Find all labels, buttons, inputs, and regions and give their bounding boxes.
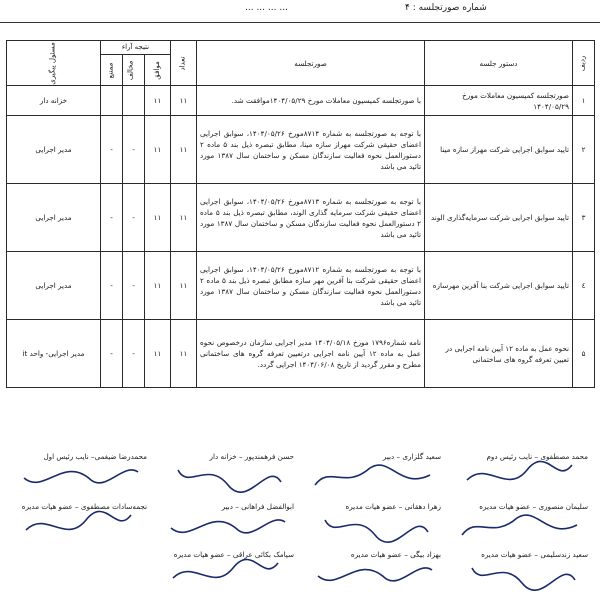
signature-cell xyxy=(300,548,447,598)
signatory-name: محمد مصطفوی – نایب رئیس دوم xyxy=(486,452,588,461)
oppose-cell: - xyxy=(123,184,145,252)
oppose-cell xyxy=(123,86,145,116)
minute-cell: با توجه به صورتجلسه به شماره ۸۷۱۲مورخ ۱۴۰۴/۰۵/۲۶، سوابق اجرایی اعضای حقیقی شرکت بنا آفرین مهر سازه مطابق تبصره ذیل بند ۵ ماده ۲ دستورالعمل نحوه فعالیت سازندگان مسکن و ساختمان سال ۱۳۸۷ مورد تائید می باشد xyxy=(197,252,425,320)
row-number: ۱ xyxy=(573,86,595,116)
col-count: تعداد xyxy=(171,41,197,86)
minutes-table xyxy=(6,40,595,388)
handwritten-signature xyxy=(447,450,594,500)
header-fragment: ... ... ... ... xyxy=(245,3,288,13)
handwritten-signature xyxy=(6,500,153,550)
minute-cell: نامه شماره۱۷۹۶ مورخ ۱۴۰۴/۰۵/۱۸ مدیر اجرایی سازمان درخصوص نحوه عمل به ماده ۱۲ آیین نامه اجرایی درتعیین تعرفه گروه های ساختمانی مطرح و مقرر گردید از تاریخ ۱۴۰۴/۰۶/۰۸ اجرایی گردد. xyxy=(197,320,425,388)
count-cell: ۱۱ xyxy=(171,252,197,320)
signatory-name: سعید گلزاری – دبیر xyxy=(382,452,441,461)
responsible-cell: مدیر اجرایی xyxy=(7,184,101,252)
oppose-cell: - xyxy=(123,320,145,388)
agree-cell: ۱۱ xyxy=(145,252,171,320)
signature-cell xyxy=(6,548,153,598)
agree-cell: ۱۱ xyxy=(145,320,171,388)
signatory-name: بهزاد بیگی – عضو هیات مدیره xyxy=(350,550,441,559)
signature-cell xyxy=(6,500,153,550)
signatory-name: سعید زندسلیمی – عضو هیات مدیره xyxy=(481,550,588,559)
minute-cell: با توجه به صورتجلسه به شماره ۸۷۱۳مورخ ۱۴۰۴/۰۵/۲۶، سوابق اجرایی اعضای حقیقی شرکت سرمایه گذاری الوند، مطابق تبصره ذیل بند ۵ ماده ۲ دستورالعمل نحوه فعالیت سازندگان مسکن و ساختمان سال ۱۳۸۷ مورد تائید می باشد xyxy=(197,184,425,252)
row-number: ٤ xyxy=(573,252,595,320)
responsible-cell: مدیر اجرایی xyxy=(7,116,101,184)
col-row: ردیف xyxy=(573,41,595,86)
signatory-name: نجمه‌سادات مصطفوی – عضو هیات مدیره xyxy=(21,502,147,511)
row-number: ۵ xyxy=(573,320,595,388)
handwritten-signature xyxy=(447,500,594,550)
signature-cell xyxy=(153,500,300,550)
oppose-cell: - xyxy=(123,252,145,320)
signature-cell xyxy=(447,450,594,500)
signature-cell xyxy=(153,450,300,500)
row-number: ۲ xyxy=(573,116,595,184)
signature-cell xyxy=(6,450,153,500)
table-row xyxy=(7,86,595,116)
abstain-cell: - xyxy=(101,252,123,320)
handwritten-signature xyxy=(153,548,300,598)
handwritten-signature xyxy=(6,450,153,500)
table-row xyxy=(7,252,595,320)
signature-cell xyxy=(300,450,447,500)
header-strip xyxy=(0,0,600,23)
count-cell: ۱۱ xyxy=(171,116,197,184)
handwritten-signature xyxy=(153,500,300,550)
signature-cell xyxy=(447,548,594,598)
table-row xyxy=(7,184,595,252)
col-oppose: مخالف xyxy=(123,55,145,86)
handwritten-signature xyxy=(153,450,300,500)
signatory-name: زهرا دهقانی – عضو هیات مدیره xyxy=(345,502,441,511)
agree-cell: ۱۱ xyxy=(145,116,171,184)
handwritten-signature xyxy=(300,548,447,598)
abstain-cell: - xyxy=(101,320,123,388)
col-agree: موافق xyxy=(145,55,171,86)
agenda-cell: تایید سوابق اجرایی شرکت مهراز سازه مینا xyxy=(425,116,573,184)
abstain-cell xyxy=(101,86,123,116)
handwritten-signature xyxy=(300,450,447,500)
responsible-cell: مدیر اجرایی xyxy=(7,252,101,320)
signature-cell xyxy=(153,548,300,598)
agenda-cell: تایید سوابق اجرایی شرکت بنا آفرین مهرسازه xyxy=(425,252,573,320)
header-row xyxy=(7,41,595,55)
session-number: شماره صورتجلسه : ۴ xyxy=(405,3,487,13)
col-responsible: مسئول پیگیری xyxy=(7,41,101,86)
minute-cell: با صورتجلسه کمیسیون معاملات مورخ ۱۴۰۴/۰۵/۲۹موافقت شد. xyxy=(197,86,425,116)
table-row xyxy=(7,116,595,184)
responsible-cell: خزانه دار xyxy=(7,86,101,116)
signature-row xyxy=(6,500,594,550)
agenda-cell: تایید سوابق اجرایی شرکت سرمایه‌گذاری الوند xyxy=(425,184,573,252)
signatory-name: سیامک بکائی عراقی – عضو هیات مدیره xyxy=(173,550,294,559)
agenda-cell: نحوه عمل به ماده ۱۲ آیین نامه اجرایی در تعیین تعرفه گروه های ساختمانی xyxy=(425,320,573,388)
minute-cell: با توجه به صورتجلسه به شماره ۸۷۱۴مورخ ۱۴۰۴/۰۵/۲۶، سوابق اجرایی اعضای حقیقی شرکت مهراز سازه مینا، مطابق تبصره ذیل بند ۵ ماده ۲ دستورالعمل نحوه فعالیت سازندگان مسکن و ساختمان سال ۱۳۸۷ مورد تائید می باشد xyxy=(197,116,425,184)
table-row xyxy=(7,320,595,388)
signature-block xyxy=(0,440,600,600)
col-agenda: دستور جلسه xyxy=(425,41,573,86)
abstain-cell: - xyxy=(101,184,123,252)
responsible-cell: مدیر اجرایی- واحد it xyxy=(7,320,101,388)
agree-cell: ۱۱ xyxy=(145,86,171,116)
col-minutes: صورتجلسه xyxy=(197,41,425,86)
abstain-cell: - xyxy=(101,116,123,184)
signature-row xyxy=(6,548,594,598)
count-cell: ۱۱ xyxy=(171,320,197,388)
signatory-name: سلیمان منصوری – عضو هیات مدیره xyxy=(479,502,588,511)
count-cell: ۱۱ xyxy=(171,86,197,116)
signature-row xyxy=(6,450,594,500)
handwritten-signature xyxy=(300,500,447,550)
signature-cell xyxy=(300,500,447,550)
signature-cell xyxy=(447,500,594,550)
signatory-name: محمدرضا ضیغمی– نایب رئیس اول xyxy=(43,452,147,461)
col-result: نتیجه آراء xyxy=(101,41,171,55)
signatory-name: ابوالفضل فراهانی – دبیر xyxy=(221,502,294,511)
agenda-cell: صورتجلسه کمیسیون معاملات مورخ ۱۴۰۴/۰۵/۲۹ xyxy=(425,86,573,116)
col-abstain: ممتنع xyxy=(101,55,123,86)
oppose-cell: - xyxy=(123,116,145,184)
agree-cell: ۱۱ xyxy=(145,184,171,252)
handwritten-signature xyxy=(447,548,594,598)
signatory-name: حسن فرهمندپور – خزانه دار xyxy=(209,452,294,461)
row-number: ۳ xyxy=(573,184,595,252)
count-cell: ۱۱ xyxy=(171,184,197,252)
